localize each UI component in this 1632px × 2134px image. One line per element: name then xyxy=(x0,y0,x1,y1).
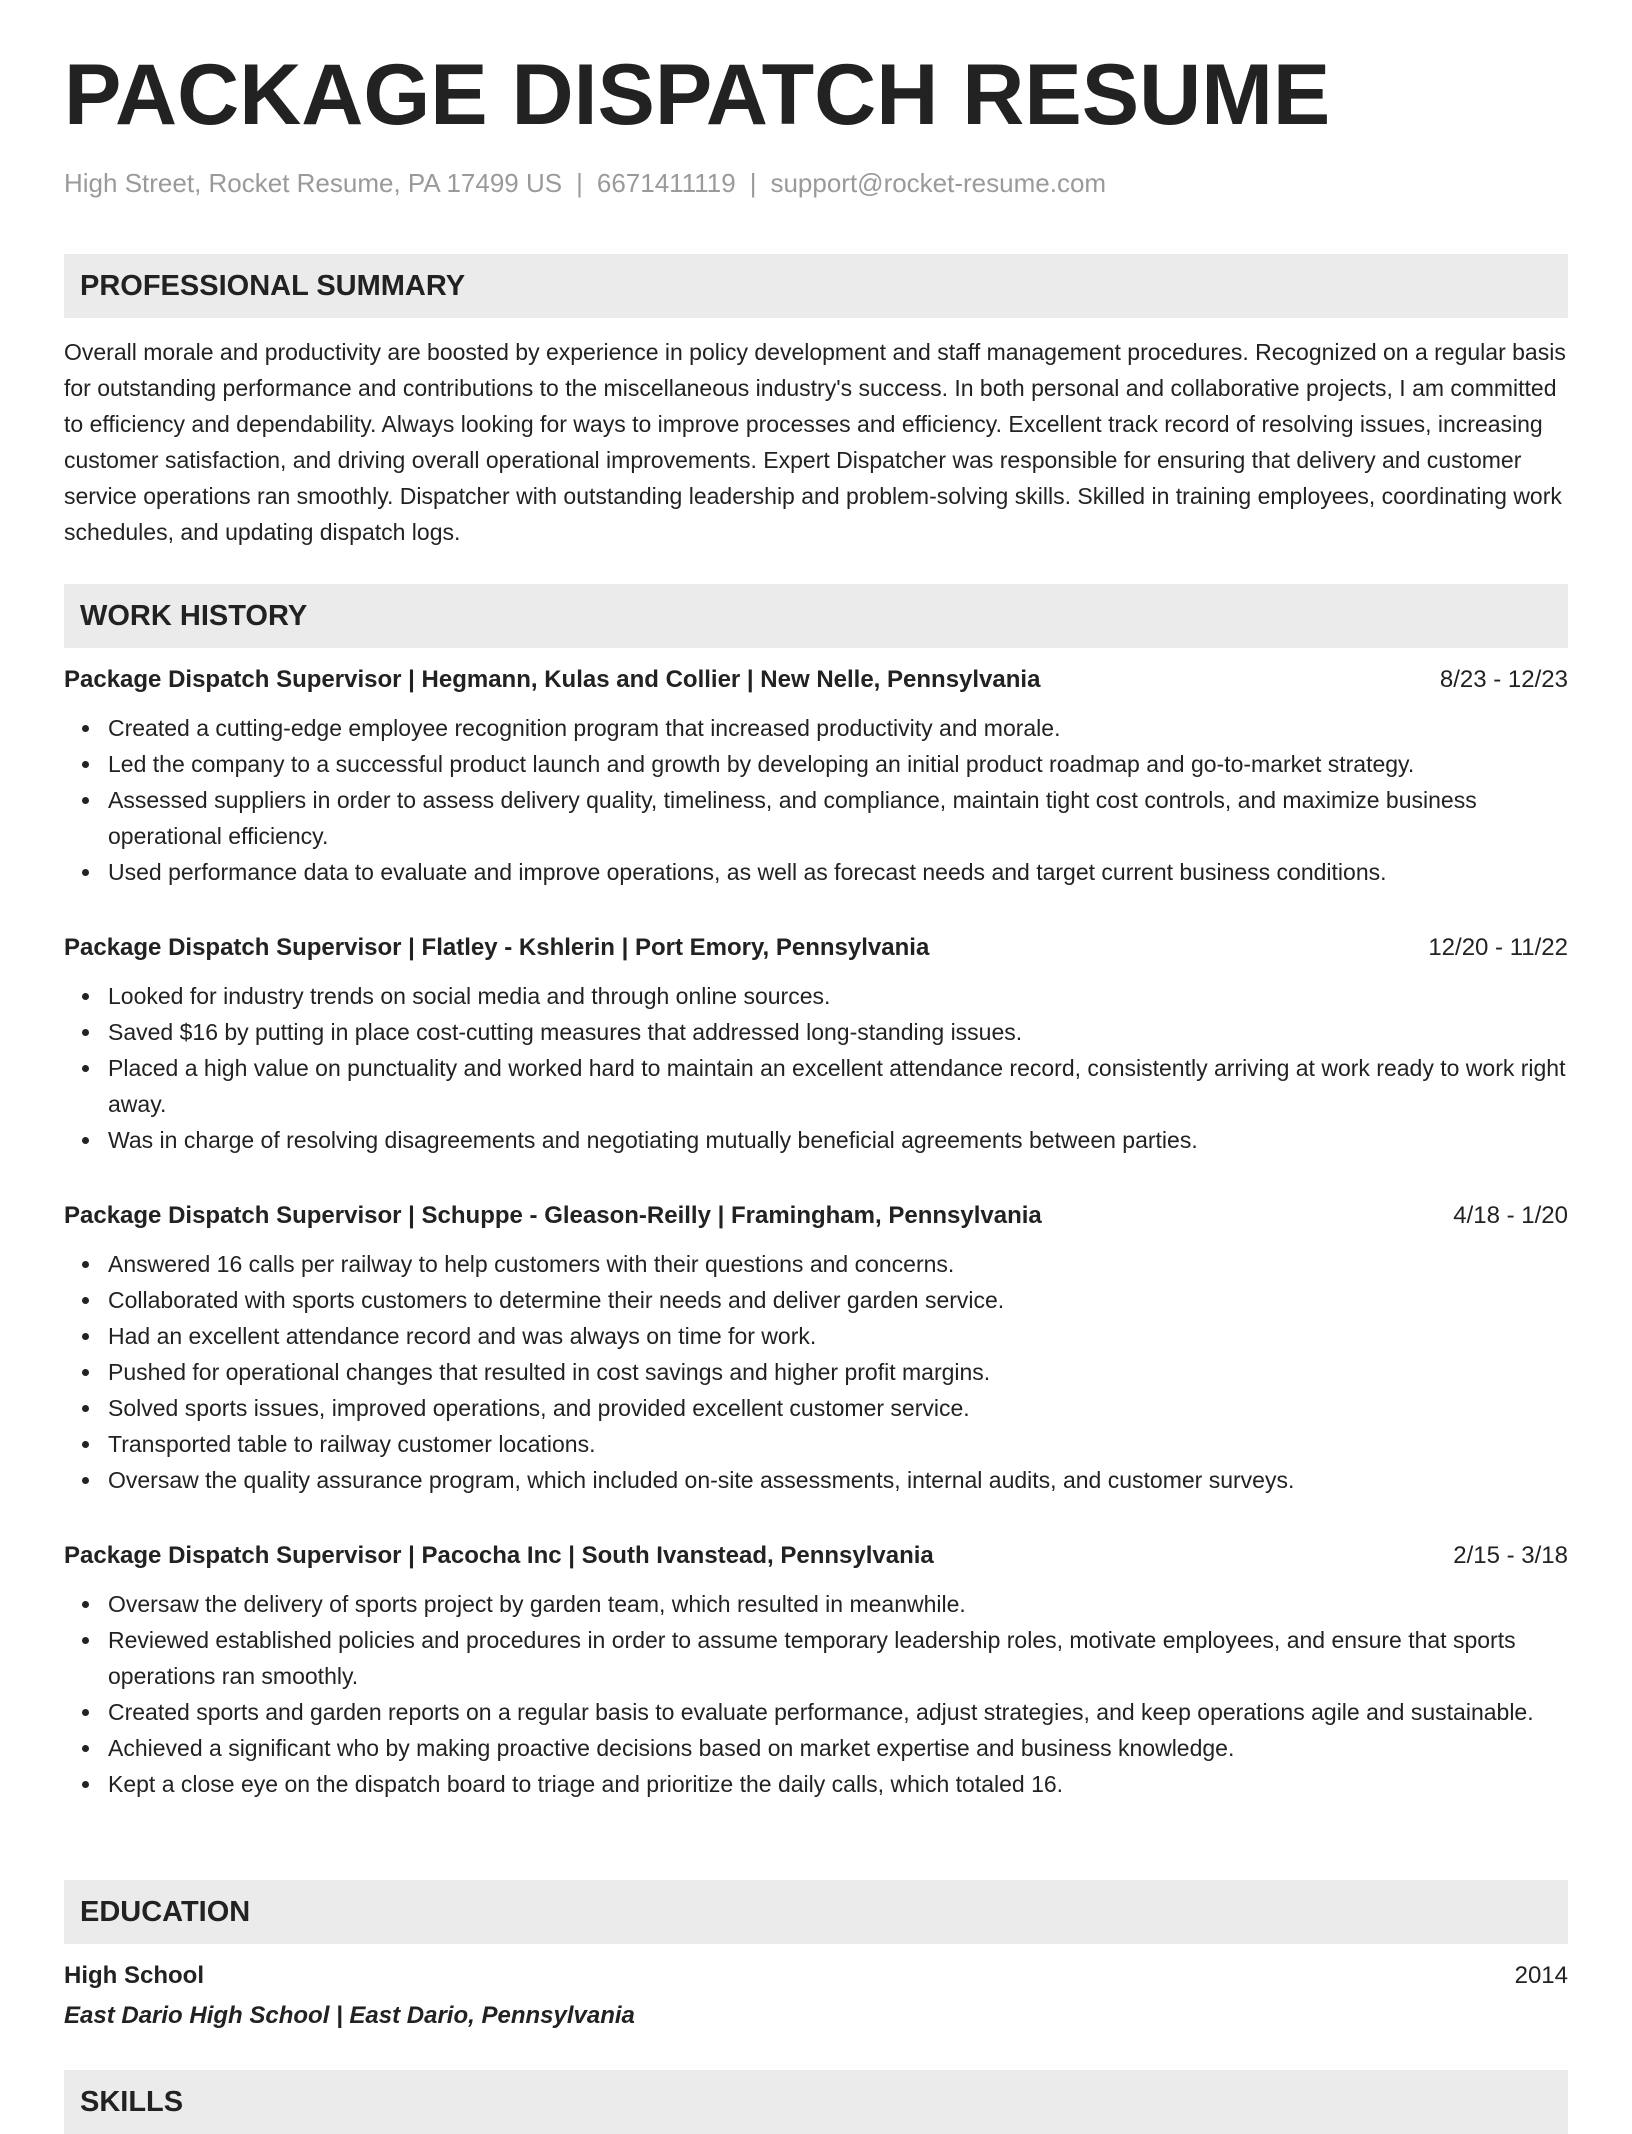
job-title: Package Dispatch Supervisor | Hegmann, Kulas and Collier | New Nelle, Pennsylvania xyxy=(64,666,1041,693)
job-bullet: Had an excellent attendance record and was always on time for work. xyxy=(108,1318,1568,1354)
education-entry xyxy=(64,1962,1568,2030)
job-bullet: Was in charge of resolving disagreements and negotiating mutually beneficial agreements between parties. xyxy=(108,1122,1568,1158)
job-bullet: Reviewed established policies and procedures in order to assume temporary leadership roles, motivate employees, and ensure that sports operations ran smoothly. xyxy=(108,1622,1568,1694)
job-title: Package Dispatch Supervisor | Pacocha Inc | South Ivanstead, Pennsylvania xyxy=(64,1542,934,1569)
job-bullet: Answered 16 calls per railway to help customers with their questions and concerns. xyxy=(108,1246,1568,1282)
job-bullet: Transported table to railway customer locations. xyxy=(108,1426,1568,1462)
job-bullet: Placed a high value on punctuality and worked hard to maintain an excellent attendance record, consistently arriving at work ready to work right away. xyxy=(108,1050,1568,1122)
professional-summary-text: Overall morale and productivity are boosted by experience in policy development and staff management procedures. Recognized on a regular basis for outstanding performance and contributions to the miscellaneous industry's success. In both personal and collaborative projects, I am committed to efficiency and dependability. Always looking for ways to improve processes and efficiency. Excellent track record of resolving issues, increasing customer satisfaction, and driving overall operational improvements. Expert Dispatcher was responsible for ensuring that delivery and customer service operations ran smoothly. Dispatcher with outstanding leadership and problem-solving skills. Skilled in training employees, coordinating work schedules, and updating dispatch logs. xyxy=(64,339,1566,545)
job-bullets xyxy=(64,1586,1568,1802)
job-entry xyxy=(64,1542,1568,1802)
phone: 6671411119 xyxy=(596,168,736,198)
job-bullet: Assessed suppliers in order to assess delivery quality, timeliness, and compliance, maintain tight cost controls, and maximize business operational efficiency. xyxy=(108,782,1568,854)
address: High Street, Rocket Resume, PA 17499 US xyxy=(64,168,563,198)
job-dates: 2/15 - 3/18 xyxy=(1453,1542,1568,1569)
job-entry xyxy=(64,934,1568,1158)
job-bullet: Solved sports issues, improved operations, and provided excellent customer service. xyxy=(108,1390,1568,1426)
email: support@rocket-resume.com xyxy=(770,168,1107,198)
job-title: Package Dispatch Supervisor | Schuppe - Gleason-Reilly | Framingham, Pennsylvania xyxy=(64,1202,1042,1229)
section-title: SKILLS xyxy=(80,2086,184,2118)
section-title: EDUCATION xyxy=(80,1896,251,1928)
section-header-education xyxy=(64,1880,1568,1944)
job-dates: 4/18 - 1/20 xyxy=(1453,1202,1568,1229)
job-bullet: Led the company to a successful product launch and growth by developing an initial product roadmap and go-to-market strategy. xyxy=(108,746,1568,782)
job-bullet: Created a cutting-edge employee recognition program that increased productivity and morale. xyxy=(108,710,1568,746)
job-bullets xyxy=(64,978,1568,1158)
job-bullet: Collaborated with sports customers to determine their needs and deliver garden service. xyxy=(108,1282,1568,1318)
job-header xyxy=(64,666,1568,694)
job-bullet: Oversaw the quality assurance program, which included on-site assessments, internal audits, and customer surveys. xyxy=(108,1462,1568,1498)
job-bullet: Used performance data to evaluate and improve operations, as well as forecast needs and target current business conditions. xyxy=(108,854,1568,890)
job-bullet: Saved $16 by putting in place cost-cutting measures that addressed long-standing issues. xyxy=(108,1014,1568,1050)
education-year: 2014 xyxy=(1514,1962,1568,1989)
separator: | xyxy=(749,168,757,198)
section-header-summary xyxy=(64,254,1568,318)
job-bullets xyxy=(64,710,1568,890)
job-bullet: Created sports and garden reports on a regular basis to evaluate performance, adjust strategies, and keep operations agile and sustainable. xyxy=(108,1694,1568,1730)
section-header-work-history xyxy=(64,584,1568,648)
education-school: East Dario High School | East Dario, Pennsylvania xyxy=(64,2002,635,2029)
job-header xyxy=(64,1542,1568,1570)
job-dates: 12/20 - 11/22 xyxy=(1428,934,1568,961)
job-entry xyxy=(64,1202,1568,1498)
job-bullet: Oversaw the delivery of sports project by garden team, which resulted in meanwhile. xyxy=(108,1586,1568,1622)
job-dates: 8/23 - 12/23 xyxy=(1439,666,1568,693)
job-header xyxy=(64,1202,1568,1230)
job-title: Package Dispatch Supervisor | Flatley - Kshlerin | Port Emory, Pennsylvania xyxy=(64,934,930,961)
education-degree: High School xyxy=(64,1962,204,1989)
section-title: WORK HISTORY xyxy=(80,600,308,632)
section-header-skills xyxy=(64,2070,1568,2134)
job-header xyxy=(64,934,1568,962)
job-bullet: Kept a close eye on the dispatch board to triage and prioritize the daily calls, which totaled 16. xyxy=(108,1766,1568,1802)
section-title: PROFESSIONAL SUMMARY xyxy=(80,270,466,302)
job-bullets xyxy=(64,1246,1568,1498)
separator: | xyxy=(576,168,583,198)
job-entry xyxy=(64,666,1568,890)
education-header xyxy=(64,1962,1568,1990)
resume-title: PACKAGE DISPATCH RESUME xyxy=(64,47,1331,143)
job-bullet: Achieved a significant who by making proactive decisions based on market expertise and business knowledge. xyxy=(108,1730,1568,1766)
job-bullet: Looked for industry trends on social media and through online sources. xyxy=(108,978,1568,1014)
contact-line xyxy=(64,168,1106,199)
job-bullet: Pushed for operational changes that resulted in cost savings and higher profit margins. xyxy=(108,1354,1568,1390)
